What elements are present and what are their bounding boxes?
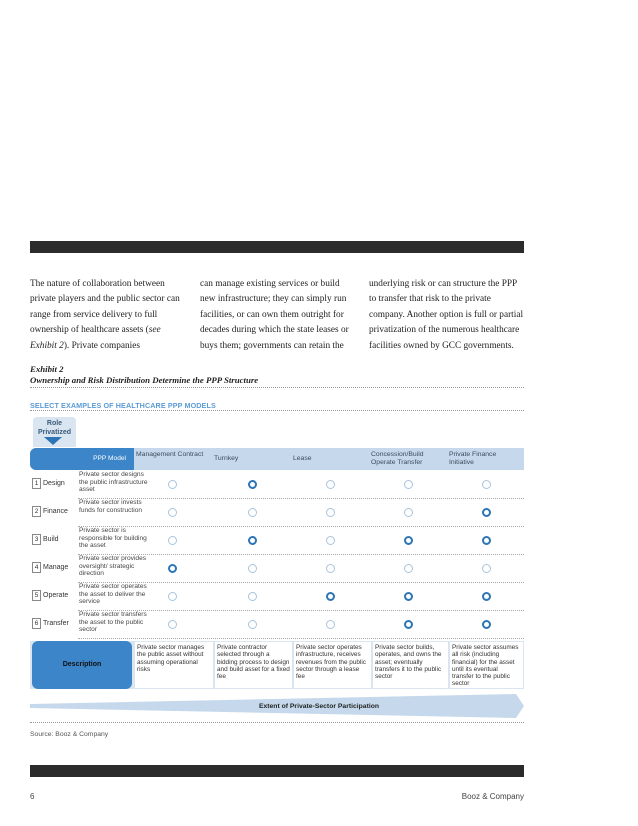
role-number: 4: [32, 562, 41, 573]
body-column-2: can manage existing services or build new infrastructure; they can simply run facilities, or can own them outright for decades during which the state leases or buys them; governments can retain the: [200, 279, 349, 351]
empty-circle-icon: [326, 508, 335, 517]
row-divider: [78, 638, 524, 639]
role-description: Private sector transfers the asset to the public sector: [79, 611, 147, 634]
role-tag: [32, 534, 59, 545]
top-dark-bar: [30, 241, 524, 253]
page-number: 6: [30, 792, 35, 801]
role-name: Manage: [43, 564, 69, 571]
source-note: Source: Booz & Company: [30, 731, 109, 738]
role-description: Private sector is responsible for building the asset: [79, 527, 147, 550]
divider: [30, 387, 524, 388]
exhibit-caption: [30, 364, 524, 386]
selected-circle-icon: [404, 536, 413, 545]
brand-footer: Booz & Company: [461, 792, 524, 801]
empty-circle-icon: [168, 508, 177, 517]
ppp-model-label: PPP Model: [30, 448, 134, 470]
model-header-concession: Concession/Build Operate Transfer: [371, 451, 424, 466]
selected-circle-icon: [248, 480, 257, 489]
model-header-pfi: Private Finance Initiative: [449, 451, 497, 466]
description-concession: Private sector builds, operates, and owns the asset; eventually transfers it to the public sector: [372, 641, 449, 689]
role-number: 6: [32, 618, 41, 629]
role-name: Design: [43, 480, 65, 487]
role-number: 2: [32, 506, 41, 517]
role-name: Build: [43, 536, 59, 543]
exhibit-number: Exhibit 2: [30, 364, 64, 374]
extent-label: Extent of Private-Sector Participation: [258, 703, 380, 710]
description-label: Description: [32, 641, 132, 689]
exhibit-title: Ownership and Risk Distribution Determine the PPP Structure: [30, 375, 259, 385]
selected-circle-icon: [482, 620, 491, 629]
selected-circle-icon: [404, 592, 413, 601]
empty-circle-icon: [482, 480, 491, 489]
empty-circle-icon: [404, 480, 413, 489]
role-name: Finance: [43, 508, 68, 515]
empty-circle-icon: [326, 480, 335, 489]
selected-circle-icon: [482, 592, 491, 601]
role-row: [30, 583, 524, 609]
role-number: 3: [32, 534, 41, 545]
model-header-row: [30, 448, 524, 470]
divider: [30, 722, 524, 723]
empty-circle-icon: [326, 564, 335, 573]
role-row: [30, 555, 524, 581]
empty-circle-icon: [326, 536, 335, 545]
role-tag: [32, 506, 68, 517]
empty-circle-icon: [248, 508, 257, 517]
role-description: Private sector invests funds for construction: [79, 499, 143, 514]
role-number: 1: [32, 478, 41, 489]
empty-circle-icon: [248, 620, 257, 629]
role-number: 5: [32, 590, 41, 601]
role-name: Operate: [43, 592, 69, 599]
role-tag: [32, 478, 65, 489]
role-description: Private sector provides oversight/ strategic direction: [79, 555, 147, 578]
divider: [30, 410, 524, 411]
body-column-1: The nature of collaboration between private players and the public sector can range from service delivery to full ownership of healthcare assets (see Exhibit 2). Private companies: [30, 279, 180, 351]
description-panel: [30, 641, 524, 689]
role-tag: [32, 590, 68, 601]
role-row: [30, 611, 524, 637]
selected-circle-icon: [248, 536, 257, 545]
model-header-management: Management Contract: [136, 451, 204, 458]
empty-circle-icon: [168, 480, 177, 489]
model-header-lease: Lease: [293, 455, 312, 462]
role-description: Private sector designs the public infrastructure asset: [79, 471, 148, 494]
role-tag: [32, 618, 69, 629]
empty-circle-icon: [248, 564, 257, 573]
empty-circle-icon: [248, 592, 257, 601]
description-turnkey: Private contractor selected through a bidding process to design and build asset for a fixed fee: [214, 641, 293, 689]
role-name: Transfer: [43, 620, 69, 627]
selected-circle-icon: [482, 508, 491, 517]
role-privatized-label: Role Privatized: [33, 417, 76, 447]
empty-circle-icon: [404, 564, 413, 573]
section-title: SELECT EXAMPLES OF HEALTHCARE PPP MODELS: [30, 401, 216, 410]
role-description: Private sector operates the asset to deliver the service: [79, 583, 147, 606]
empty-circle-icon: [404, 508, 413, 517]
selected-circle-icon: [326, 592, 335, 601]
description-pfi: Private sector assumes all risk (including financial) for the asset until its eventual transfer to the public sector: [449, 641, 524, 689]
empty-circle-icon: [482, 564, 491, 573]
role-row: [30, 527, 524, 553]
selected-circle-icon: [404, 620, 413, 629]
description-management: Private sector manages the public asset without assuming operational risks: [134, 641, 214, 689]
body-column-3: underlying risk or can structure the PPP to transfer that risk to the private company. Another option is full or partial privatization of the numerous healthcare facilities owned by GCC governments.: [369, 279, 524, 351]
empty-circle-icon: [326, 620, 335, 629]
role-row: [30, 499, 524, 525]
empty-circle-icon: [168, 536, 177, 545]
down-arrow-icon: [44, 437, 62, 445]
role-tag: [32, 562, 68, 573]
empty-circle-icon: [168, 592, 177, 601]
empty-circle-icon: [168, 620, 177, 629]
model-header-turnkey: Turnkey: [214, 455, 239, 462]
selected-circle-icon: [482, 536, 491, 545]
selected-circle-icon: [168, 564, 177, 573]
role-row: [30, 471, 524, 497]
description-lease: Private sector operates infrastructure, receives revenues from the public sector through a lease fee: [293, 641, 372, 689]
bottom-dark-bar: [30, 765, 524, 777]
